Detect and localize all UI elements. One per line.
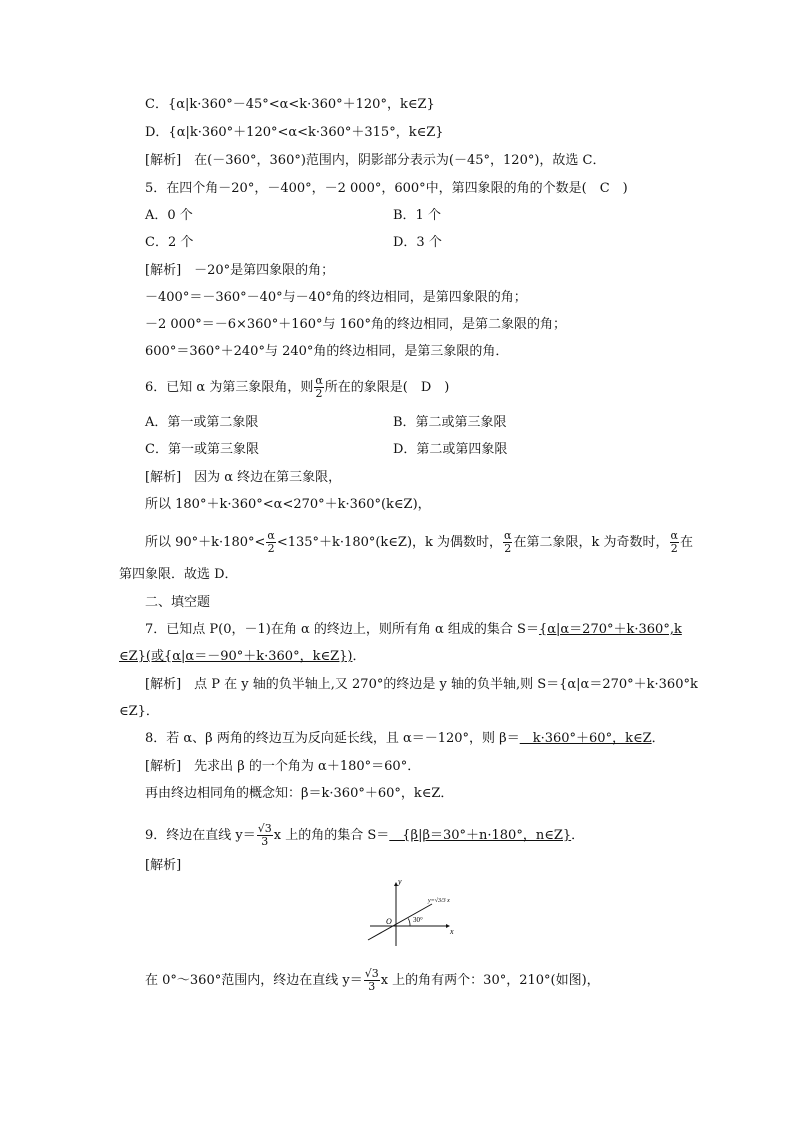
q5-option-b: B．1 个 (393, 208, 441, 223)
analysis-5-line3: －2 000°＝－6×360°＋160°与 160°角的终边相同，是第二象限的角； (145, 317, 566, 332)
line-label: y=√3/3 x (428, 898, 450, 904)
q8-answer: k·360°＋60°，k∈Z (519, 731, 652, 746)
fraction-sqrt3-over-3: $\frac{√3}{3}$ (364, 967, 379, 993)
x-axis-label: x (450, 927, 454, 936)
analysis-6-line3: 所以 90°＋k·180°< $\frac{\alpha}{2}$ <135°＋k·180°(k∈Z)，k 为偶数时， $\frac{\alpha}{2}$ 在第二象限，k 为奇数时， $\frac{\alpha}{2}$ 在 (145, 529, 693, 555)
analysis-7-line2: ∈Z}． (119, 704, 159, 719)
option-d: D．{α|k·360°＋120°<α<k·360°＋315°，k∈Z} (145, 125, 444, 140)
analysis-4: [解析] 在(－360°，360°)范围内，阴影部分表示为(－45°，120°)，故选 C． (145, 153, 606, 168)
q9-answer: {β|β＝30°＋n·180°，n∈Z} (389, 828, 572, 843)
q5-option-c: C．2 个 (145, 235, 194, 250)
question-7-cont: ∈Z}(或{α|α＝－90°＋k·360°，k∈Z})． (119, 649, 366, 664)
q5-option-d: D．3 个 (393, 235, 442, 250)
analysis-5-line4: 600°＝360°＋240°与 240°角的终边相同，是第三象限的角． (145, 344, 509, 359)
question-6: 6．已知 α 为第三象限角，则 $\frac{\alpha}{2}$ 所在的象限是( D ) (145, 374, 450, 400)
fraction-alpha-over-2: $\frac{\alpha}{2}$ (504, 529, 512, 555)
analysis-6-line4: 第四象限．故选 D． (119, 567, 238, 582)
analysis-6-line1: [解析] 因为 α 终边在第三象限， (145, 470, 342, 485)
q7-answer-part2: ∈Z}(或{α|α＝－90°＋k·360°，k∈Z}) (119, 649, 353, 664)
analysis-5-line1: [解析] －20°是第四象限的角； (145, 263, 335, 278)
analysis-9-label: [解析] (145, 858, 182, 873)
fraction-alpha-over-2: $\frac{\alpha}{2}$ (315, 374, 323, 400)
q6-option-c: C．第一或第三象限 (145, 442, 259, 457)
analysis-6-line2: 所以 180°＋k·360°<α<270°＋k·360°(k∈Z)， (145, 497, 431, 512)
fraction-sqrt3-over-3: $\frac{√3}{3}$ (257, 822, 272, 848)
angle-label: 30° (413, 916, 423, 924)
fraction-alpha-over-2: $\frac{\alpha}{2}$ (670, 529, 678, 555)
q6-option-a: A．第一或第二象限 (145, 415, 259, 430)
analysis-8-line1: [解析] 先求出 β 的一个角为 α＋180°＝60°． (145, 759, 421, 774)
section-fill-in: 二、填空题 (145, 595, 211, 610)
fraction-alpha-over-2: $\frac{\alpha}{2}$ (267, 529, 275, 555)
analysis-7-line1: [解析] 点 P 在 y 轴的负半轴上,又 270°的终边是 y 轴的负半轴,则 S＝{α|α＝270°＋k·360°k (145, 677, 698, 692)
q7-answer-part1: {α|α＝270°＋k·360°,k (538, 622, 682, 637)
question-5: 5．在四个角－20°，－400°，－2 000°，600°中，第四象限的角的个数是( C ) (145, 181, 628, 196)
analysis-8-line2: 再由终边相同角的概念知：β＝k·360°＋60°，k∈Z． (145, 786, 454, 801)
question-8: 8．若 α、β 两角的终边互为反向延长线，且 α＝－120°，则 β＝ k·360°＋60°，k∈Z． (145, 731, 665, 746)
origin-label: O (386, 917, 392, 926)
q5-option-a: A．0 个 (145, 208, 193, 223)
angle-arc (408, 918, 410, 926)
analysis-9-line1: 在 0°～360°范围内，终边在直线 y＝ $\frac{√3}{3}$ x 上的角有两个：30°，210°(如图)， (145, 967, 600, 993)
question-9: 9．终边在直线 y＝ $\frac{√3}{3}$ x 上的角的集合 S＝ {β|β＝30°＋n·180°，n∈Z}． (145, 822, 585, 848)
option-c: C．{α|k·360°－45°<α<k·360°＋120°，k∈Z} (145, 97, 435, 112)
question-7: 7．已知点 P(0，－1)在角 α 的终边上，则所有角 α 组成的集合 S＝{α|α＝270°＋k·360°,k (145, 622, 682, 637)
y-axis-label: y (398, 878, 402, 886)
analysis-5-line2: －400°＝－360°－40°与－40°角的终边相同，是第四象限的角； (145, 290, 527, 305)
q6-option-d: D．第二或第四象限 (393, 442, 508, 457)
angle-diagram (360, 878, 460, 948)
q6-option-b: B．第二或第三象限 (393, 415, 507, 430)
